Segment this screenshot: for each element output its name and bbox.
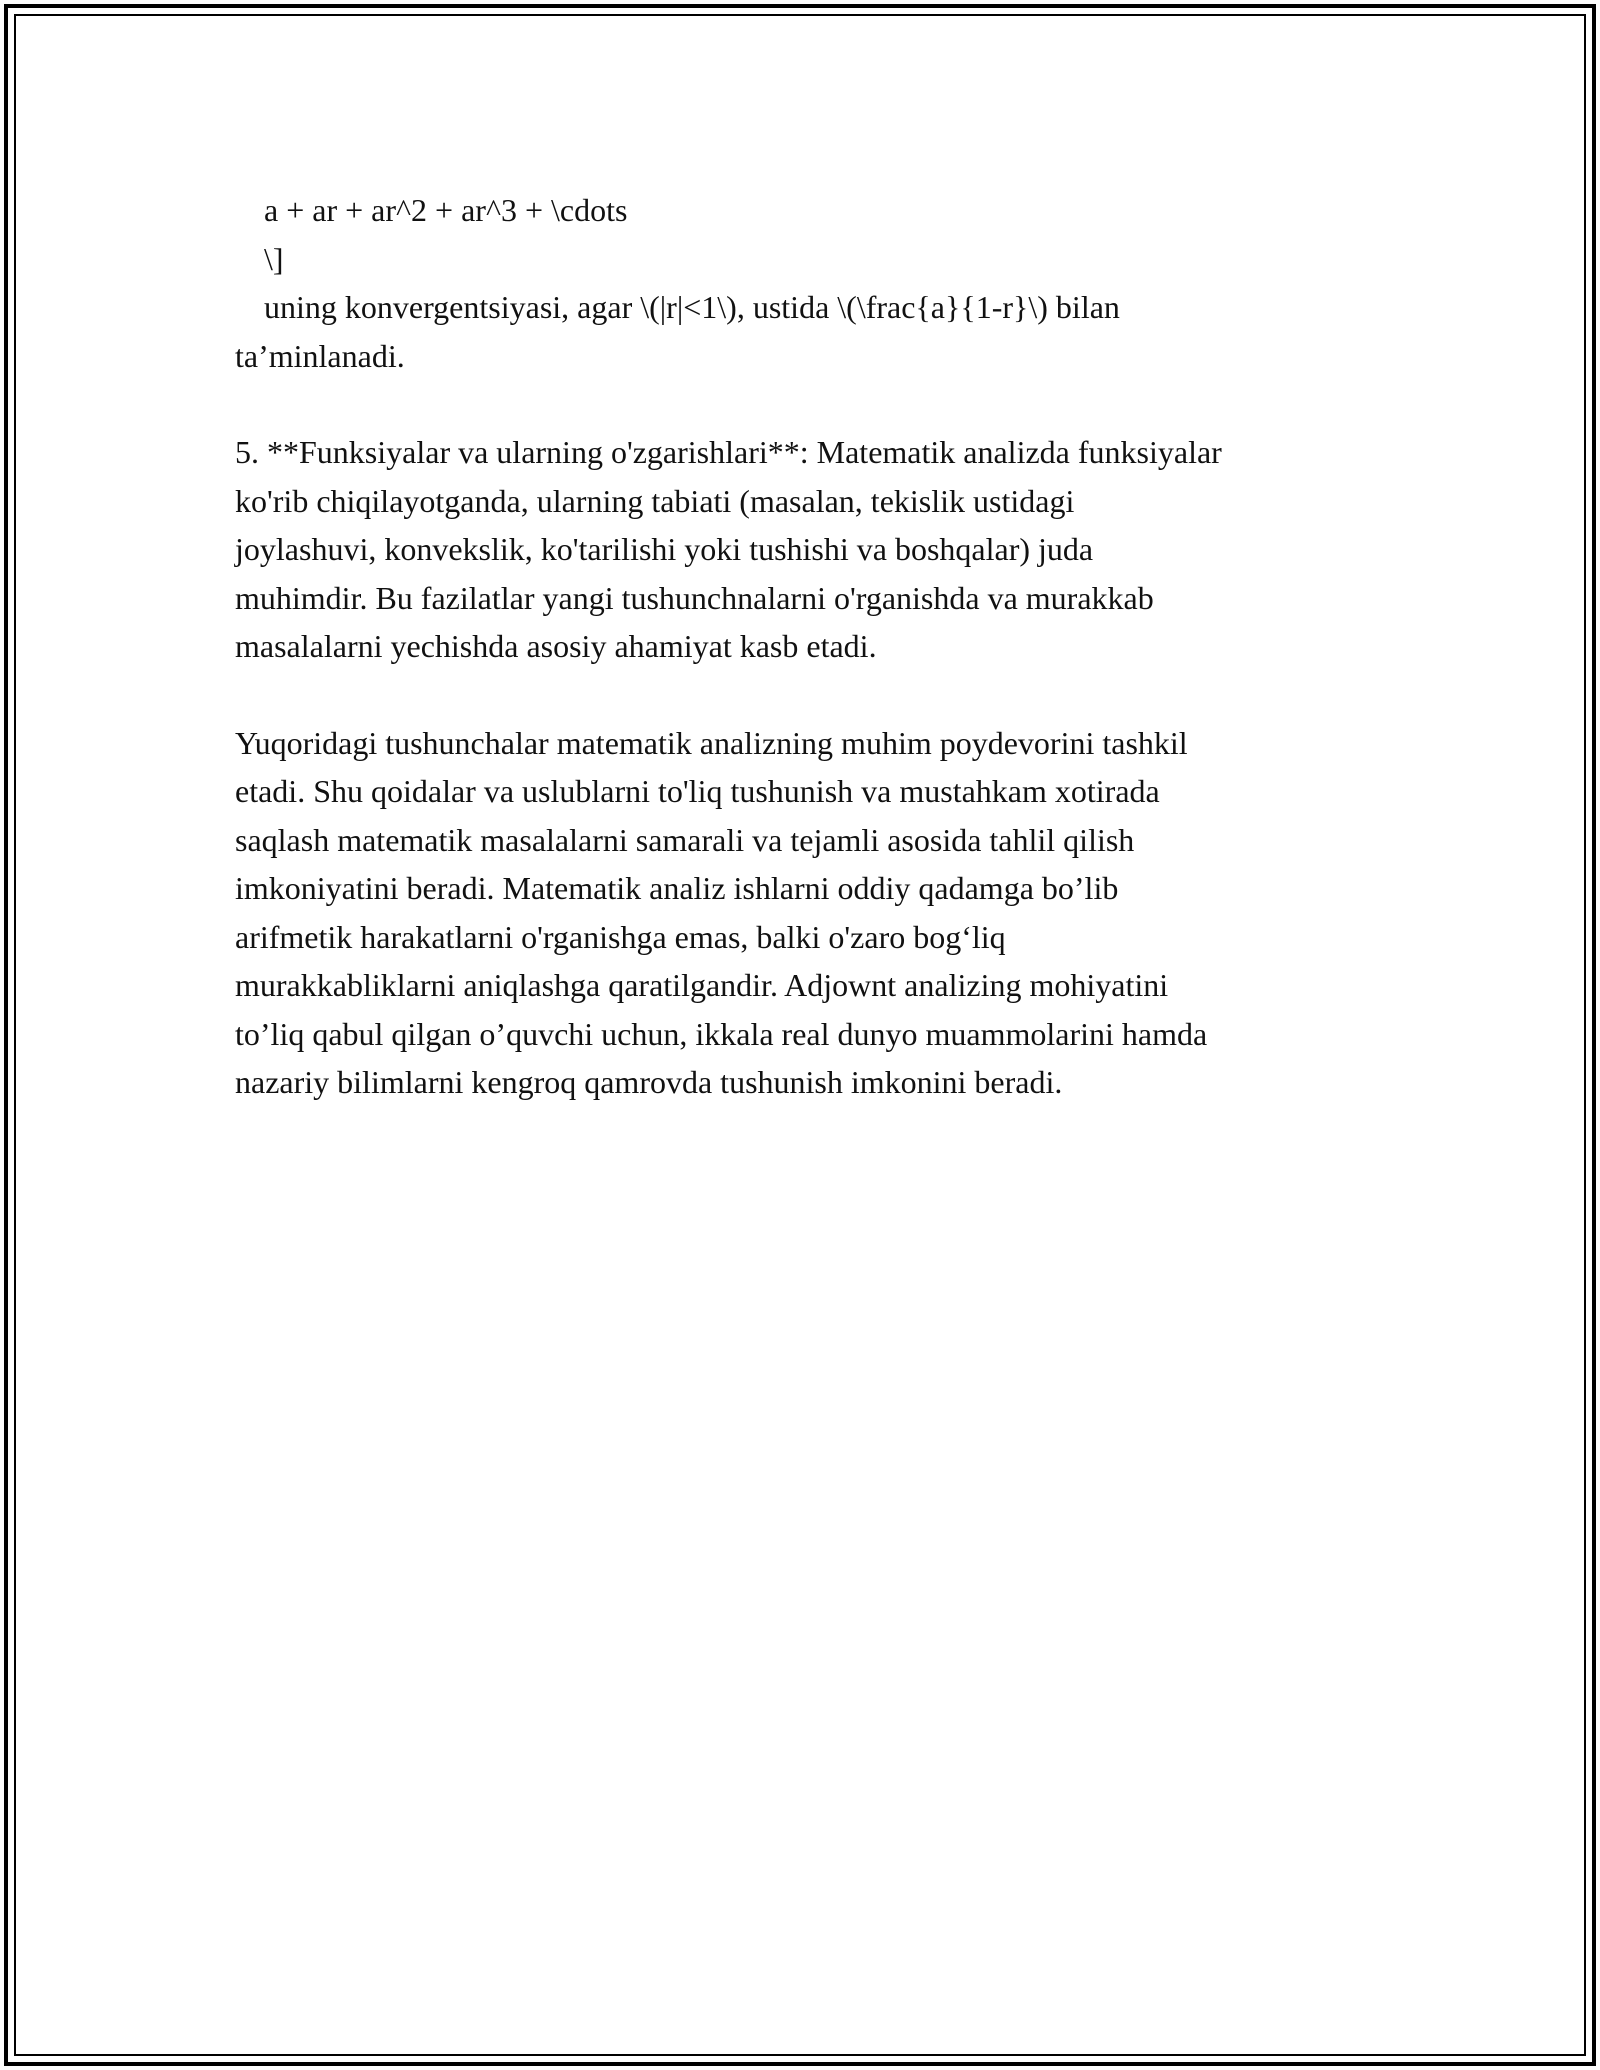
- formula-block: [235, 186, 1385, 380]
- document-body: [235, 186, 1385, 1155]
- formula-line: a + ar + ar^2 + ar^3 + \cdots: [264, 192, 628, 228]
- formula-line: \]: [264, 240, 284, 277]
- paragraph-line: etadi. Shu qoidalar va uslublarni to'liq tushunish va mustahkam xotirada: [235, 773, 1160, 809]
- paragraph-line: nazariy bilimlarni kengroq qamrovda tushunish imkonini beradi.: [235, 1064, 1063, 1100]
- formula-line: ta’minlanadi.: [235, 337, 405, 374]
- paragraph-line: arifmetik harakatlarni o'rganishga emas, balki o'zaro bog‘liq: [235, 918, 1006, 955]
- paragraph-line: saqlash matematik masalalarni samarali va tejamli asosida tahlil qilish: [235, 821, 1135, 858]
- paragraph-line: Yuqoridagi tushunchalar matematik analizning muhim poydevorini tashkil: [235, 724, 1188, 761]
- paragraph-line: 5. **Funksiyalar va ularning o'zgarishlari**: Matematik analizda funksiyalar: [235, 434, 1222, 470]
- paragraph-line: murakkabliklarni aniqlashga qaratilgandir. Adjownt analizing mohiyatini: [235, 967, 1169, 1003]
- paragraph-5: [235, 428, 1385, 671]
- paragraph-line: joylashuvi, konvekslik, ko'tarilishi yoki tushishi va boshqalar) juda: [235, 531, 1094, 567]
- conclusion-paragraph: [235, 719, 1385, 1107]
- paragraph-line: ko'rib chiqilayotganda, ularning tabiati (masalan, tekislik ustidagi: [235, 482, 1075, 519]
- formula-line: uning konvergentsiyasi, agar \(|r|<1\), ustida \(\frac{a}{1-r}\) bilan: [264, 289, 1120, 325]
- paragraph-line: to’liq qabul qilgan o’quvchi uchun, ikkala real dunyo muammolarini hamda: [235, 1015, 1208, 1052]
- paragraph-line: imkoniyatini beradi. Matematik analiz ishlarni oddiy qadamga bo’lib: [235, 870, 1119, 906]
- paragraph-line: muhimdir. Bu fazilatlar yangi tushunchnalarni o'rganishda va murakkab: [235, 579, 1154, 616]
- paragraph-line: masalalarni yechishda asosiy ahamiyat kasb etadi.: [235, 628, 877, 664]
